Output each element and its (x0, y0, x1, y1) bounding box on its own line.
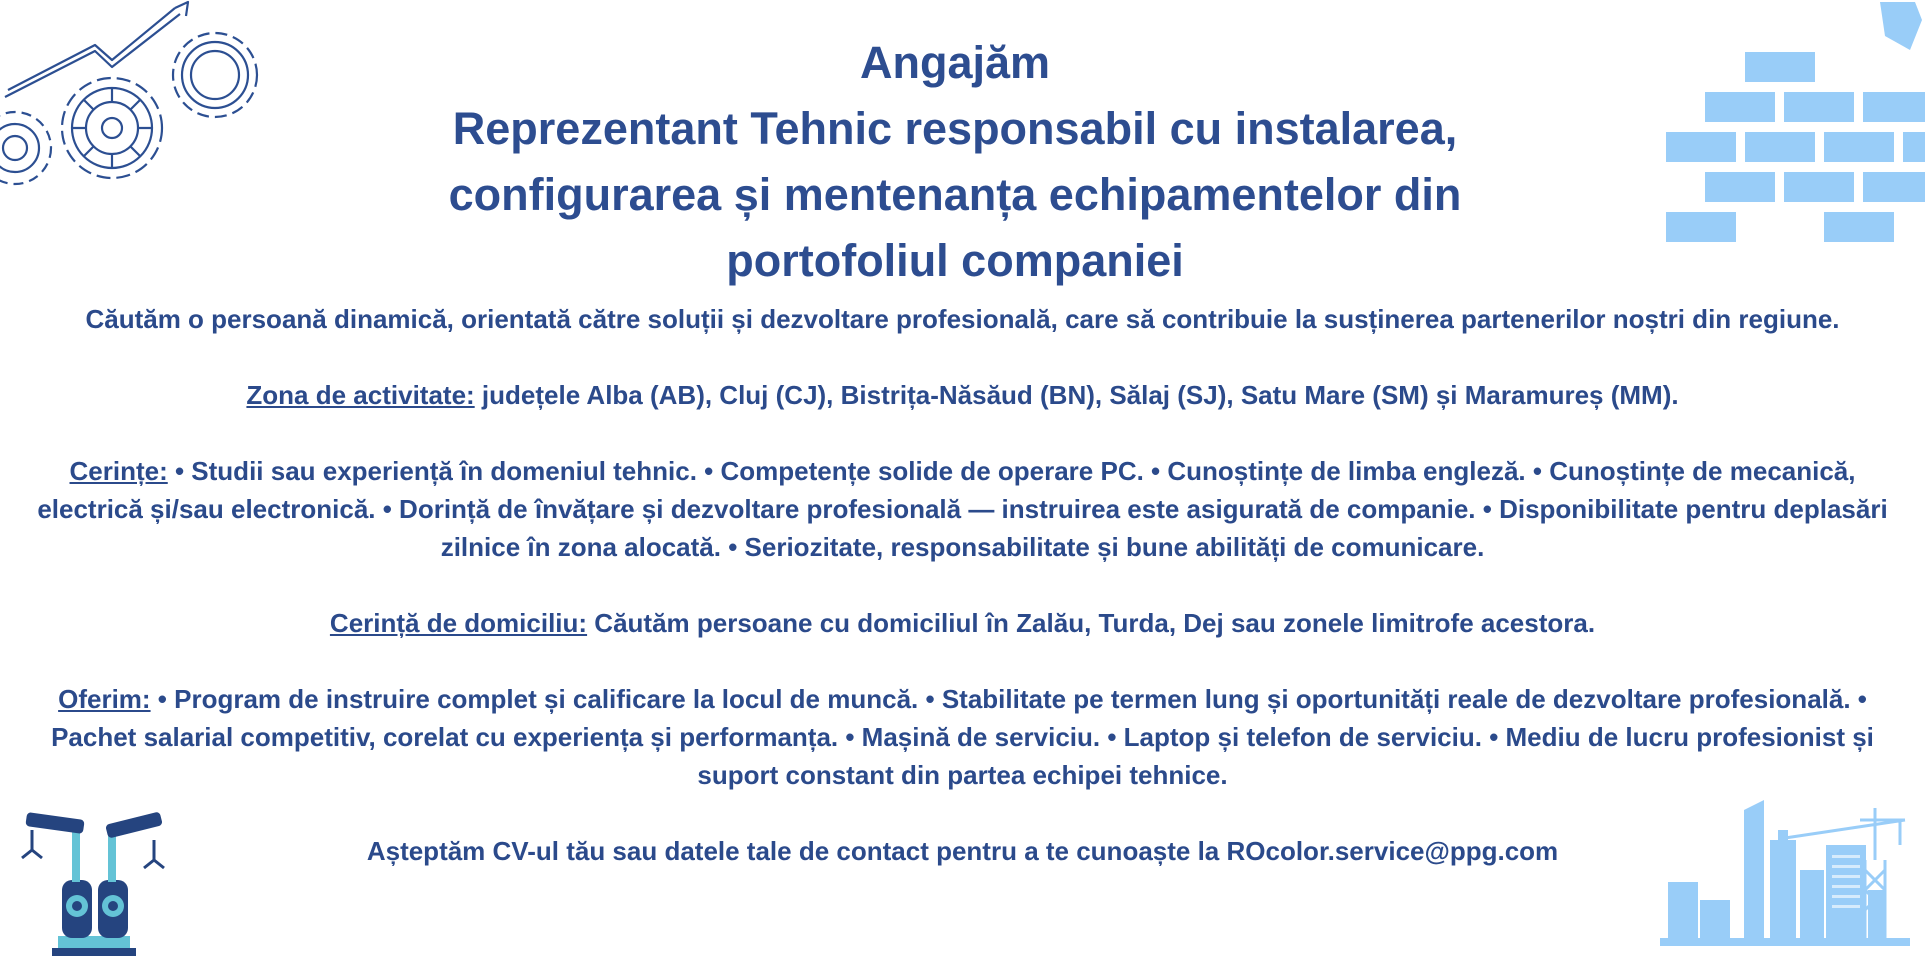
city-crane-icon (1660, 790, 1920, 950)
robot-arms-icon (10, 810, 170, 960)
requirements-text: • Studii sau experiență în domeniul tehnic. • Competențe solide de operare PC. • Cunoștințe de limba engleză. • Cunoștințe de mecanică, electrică și/sau electronică. • Dorință de învățare și dezvoltare profesională — instruirea este asigurată de companie. • Disponibilitate pentru deplasări zilnice în zona alocată. • Seriozitate, responsabilitate și bune abilități de comunicare. (37, 456, 1888, 562)
job-description (30, 300, 1895, 908)
intro-paragraph: Căutăm o persoană dinamică, orientată către soluții și dezvoltare profesională, care să contribuie la susținerea partenerilor noștri din regiune. (85, 304, 1840, 334)
contact-paragraph: Așteptăm CV-ul tău sau datele tale de contact pentru a te cunoaște la ROcolor.service@ppg.com (366, 836, 1559, 866)
offer-text: • Program de instruire complet și calificare la locul de muncă. • Stabilitate pe termen lung și oportunități reale de dezvoltare profesională. • Pachet salarial competitiv, corelat cu experiența și performanța. • Mașină de serviciu. • Laptop și telefon de serviciu. • Mediu de lucru profesionist și suport constant din partea echipei tehnice. (51, 684, 1874, 790)
gears-icon (0, 0, 265, 200)
page-title (380, 30, 1530, 294)
residence-label: Cerință de domiciliu: (329, 608, 588, 638)
title-line-2: Reprezentant Tehnic responsabil cu instalarea, (452, 103, 1458, 154)
residence-paragraph (30, 604, 1895, 642)
requirements-paragraph (30, 452, 1895, 566)
brick-wall-icon (1660, 0, 1925, 245)
residence-text: Căutăm persoane cu domiciliul în Zalău, Turda, Dej sau zonele limitrofe acestora. (587, 608, 1596, 638)
offer-paragraph (30, 680, 1895, 794)
requirements-label: Cerințe: (69, 456, 168, 486)
title-line-4: portofoliul companiei (726, 235, 1184, 286)
title-line-3: configurarea și mentenanța echipamentelor din (448, 169, 1462, 220)
offer-label: Oferim: (58, 684, 151, 714)
zone-text: județele Alba (AB), Cluj (CJ), Bistrița-Năsăud (BN), Sălaj (SJ), Satu Mare (SM) și Maramureș (MM). (474, 380, 1679, 410)
title-line-1: Angajăm (859, 37, 1051, 88)
zone-paragraph (30, 376, 1895, 414)
zone-label: Zona de activitate: (246, 380, 475, 410)
